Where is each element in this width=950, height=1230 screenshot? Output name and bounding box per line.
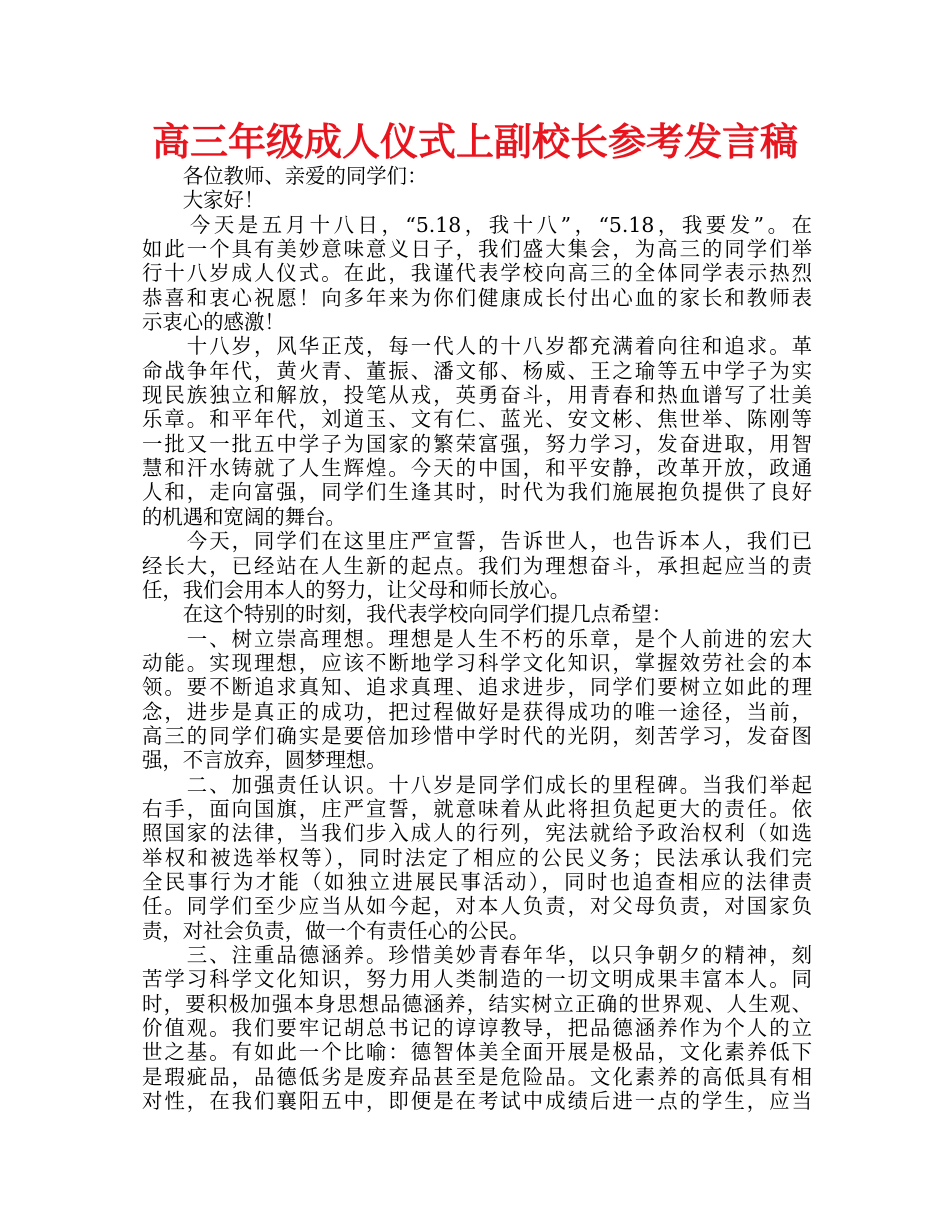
body-line: 三、注重品德涵养。珍惜美妙青春年华，以只争朝夕的精神，刻: [142, 943, 812, 967]
body-line: 高三的同学们确实是要倍加珍惜中学时代的光阴，刻苦学习，发奋图: [142, 723, 812, 748]
body-line: 十八岁，风华正茂，每一代人的十八岁都充满着向往和追求。革: [142, 334, 812, 359]
body-line: 如此一个具有美妙意味意义日子，我们盛大集会，为高三的同学们举: [142, 237, 812, 262]
body-line: 世之基。有如此一个比喻：德智体美全面开展是极品，文化素养低下: [142, 1040, 812, 1065]
body-line: 乐章。和平年代，刘道玉、文有仁、蓝光、安文彬、焦世举、陈刚等: [142, 407, 812, 432]
body-line: 念，进步是真正的成功，把过程做好是获得成功的唯一途径，当前，: [142, 699, 812, 724]
body-line: 强，不言放弃，圆梦理想。: [142, 748, 387, 773]
body-line: 苦学习科学文化知识，努力用人类制造的一切文明成果丰富本人。同: [142, 967, 812, 992]
body-line: 一批又一批五中学子为国家的繁荣富强，努力学习，发奋进取，用智: [142, 431, 812, 456]
body-line: 领。要不断追求真知、追求真理、追求进步，同学们要树立如此的理: [142, 675, 812, 700]
body-line: 全民事行为才能（如独立进展民事活动），同时也追查相应的法律责: [142, 869, 812, 894]
body-line: 照国家的法律，当我们步入成人的行列，宪法就给予政治权利（如选: [142, 821, 812, 846]
body-line: 责，对社会负责，做一个有责任心的公民。: [142, 918, 530, 943]
body-line: 在这个特别的时刻，我代表学校向同学们提几点希望：: [142, 602, 673, 627]
body-line: 今天，同学们在这里庄严宣誓，告诉世人，也告诉本人，我们已: [142, 529, 812, 554]
body-line: 的机遇和宽阔的舞台。: [142, 504, 346, 529]
body-line: 今天是五月十八日，“5.18，我十八”，“5.18，我要发”。在: [142, 212, 812, 237]
body-line: 任，我们会用本人的努力，让父母和师长放心。: [142, 577, 571, 602]
body-line: 现民族独立和解放，投笔从戎，英勇奋斗，用青春和热血谱写了壮美: [142, 383, 812, 408]
body-line: 右手，面向国旗，庄严宣誓，就意味着从此将担负起更大的责任。依: [142, 796, 812, 821]
body-line: 各位教师、亲爱的同学们：: [142, 164, 428, 188]
body-line: 大家好！: [142, 188, 265, 213]
body-line: 经长大，已经站在人生新的起点。我们为理想奋斗，承担起应当的责: [142, 553, 812, 578]
body-line: 动能。实现理想，应该不断地学习科学文化知识，掌握效劳社会的本: [142, 650, 812, 675]
document-body: [142, 164, 812, 1113]
body-line: 命战争年代，黄火青、董振、潘文郁、杨威、王之瑜等五中学子为实: [142, 358, 812, 383]
body-line: 恭喜和衷心祝愿！向多年来为你们健康成长付出心血的家长和教师表: [142, 285, 812, 310]
body-line: 慧和汗水铸就了人生辉煌。今天的中国，和平安静，改革开放，政通: [142, 456, 812, 481]
body-line: 时，要积极加强本身思想品德涵养，结实树立正确的世界观、人生观、: [142, 991, 812, 1016]
body-line: 举权和被选举权等），同时法定了相应的公民义务；民法承认我们完: [142, 845, 812, 870]
body-line: 是瑕疵品，品德低劣是废弃品甚至是危险品。文化素养的高低具有相: [142, 1064, 812, 1089]
document-title: 高三年级成人仪式上副校长参考发言稿: [151, 120, 798, 164]
body-line: 行十八岁成人仪式。在此，我谨代表学校向高三的全体同学表示热烈: [142, 261, 812, 286]
body-line: 二、加强责任认识。十八岁是同学们成长的里程碑。当我们举起: [142, 772, 812, 797]
body-line: 示衷心的感激！: [142, 310, 285, 335]
body-line: 人和，走向富强，同学们生逢其时，时代为我们施展抱负提供了良好: [142, 480, 812, 505]
body-line: 一、树立崇高理想。理想是人生不朽的乐章，是个人前进的宏大: [142, 626, 812, 651]
body-line: 价值观。我们要牢记胡总书记的谆谆教导，把品德涵养作为个人的立: [142, 1016, 812, 1041]
body-line: 对性，在我们襄阳五中，即便是在考试中成绩后进一点的学生，应当: [142, 1089, 812, 1114]
body-line: 任。同学们至少应当从如今起，对本人负责，对父母负责，对国家负: [142, 894, 812, 919]
